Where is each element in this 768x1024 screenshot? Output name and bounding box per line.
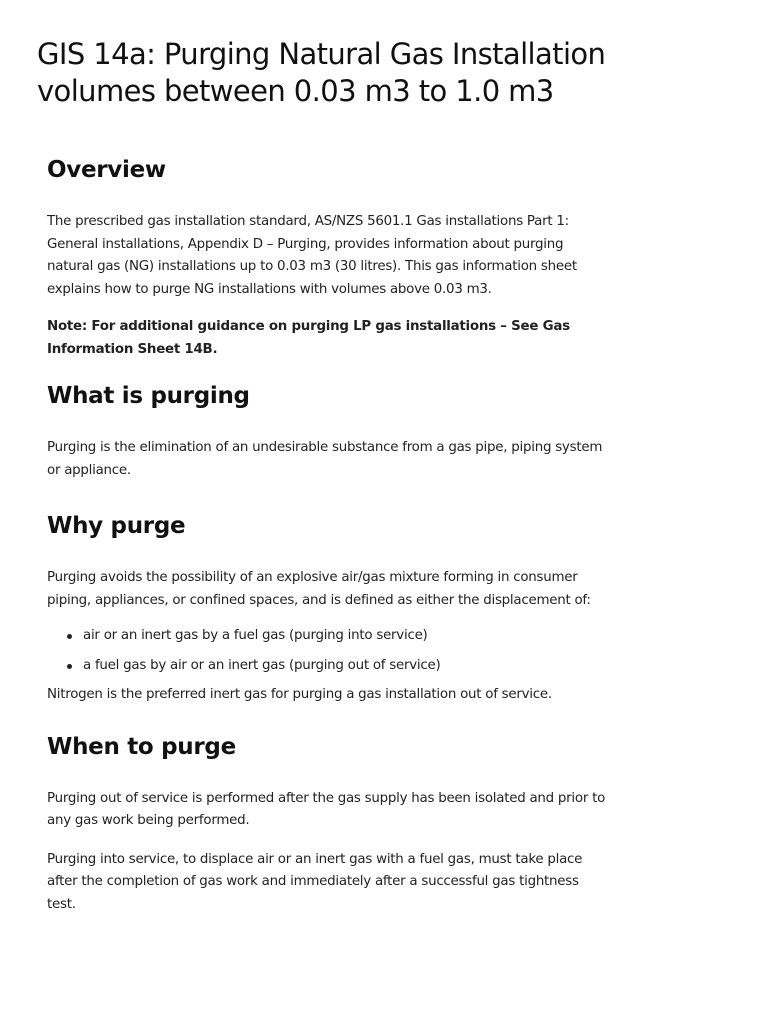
overview-note: Note: For additional guidance on purging LP gas installations – See Gas Information Sheet 14B. bbox=[47, 319, 570, 357]
why-after-paragraph: Nitrogen is the preferred inert gas for purging a gas installation out of service. bbox=[47, 687, 552, 702]
list-item bbox=[83, 625, 607, 648]
why-paragraph: Purging avoids the possibility of an explosive air/gas mixture forming in consumer piping, appliances, or confined spaces, and is defined as either the displacement of: bbox=[47, 570, 591, 608]
list-item-text: air or an inert gas by a fuel gas (purging into service) bbox=[83, 628, 428, 643]
why-bullet-list bbox=[47, 625, 607, 677]
main-content bbox=[47, 154, 607, 916]
heading-when-to-purge: When to purge bbox=[47, 733, 236, 760]
list-item-text: a fuel gas by air or an inert gas (purging out of service) bbox=[83, 657, 441, 673]
page-title: GIS 14a: Purging Natural Gas Installation volumes between 0.03 m3 to 1.0 m3 bbox=[37, 37, 606, 108]
overview-paragraph: The prescribed gas installation standard, AS/NZS 5601.1 Gas installations Part 1: General installations, Appendix D – Purging, provides information about purging natural gas (NG) installations up to 0.03 m3 (30 litres). This gas information sheet explains how to purge NG installations with volumes above 0.03 m3. bbox=[47, 214, 577, 297]
what-paragraph: Purging is the elimination of an undesirable substance from a gas pipe, piping system or appliance. bbox=[47, 440, 603, 478]
when-paragraph-2: Purging into service, to displace air or an inert gas with a fuel gas, must take place after the completion of gas work and immediately after a successful gas tightness test. bbox=[47, 851, 583, 912]
bullet-icon bbox=[67, 634, 72, 639]
heading-why-purge: Why purge bbox=[47, 513, 186, 539]
heading-what-is-purging: What is purging bbox=[47, 383, 250, 409]
bullet-icon bbox=[67, 664, 72, 669]
list-item bbox=[83, 655, 607, 678]
heading-overview: Overview bbox=[47, 157, 166, 183]
when-paragraph-1: Purging out of service is performed after the gas supply has been isolated and prior to any gas work being performed. bbox=[47, 790, 606, 828]
